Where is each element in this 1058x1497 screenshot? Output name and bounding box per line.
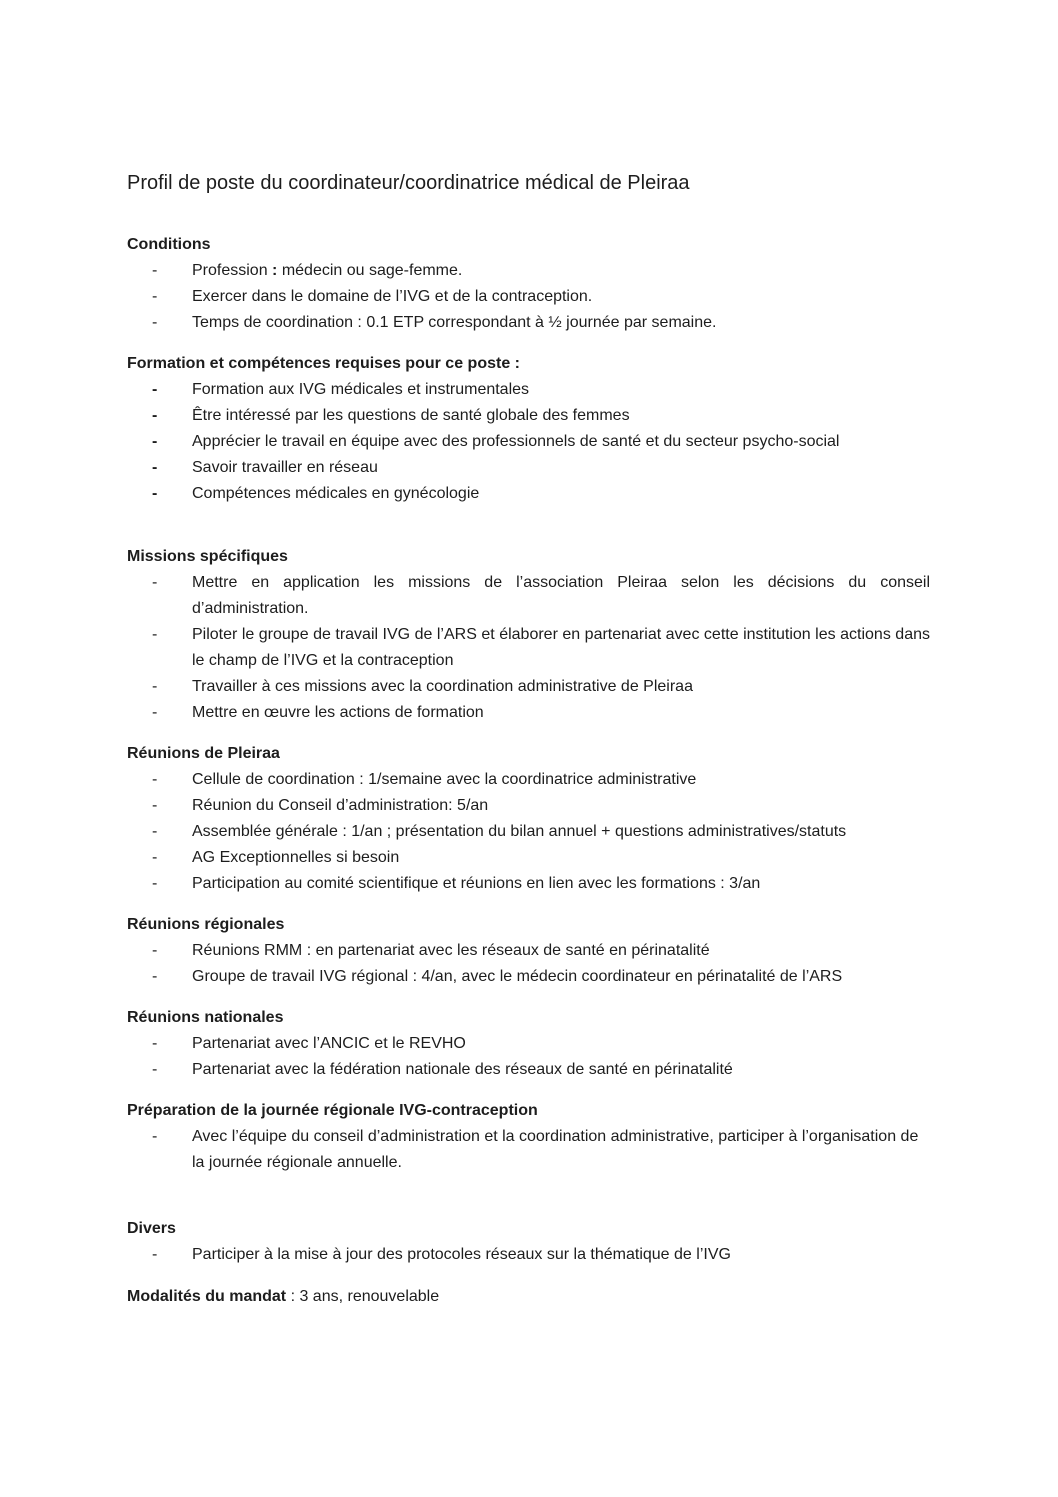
dash-bullet: - — [152, 1246, 158, 1263]
dash-bullet: - — [152, 626, 158, 643]
item-text: AG Exceptionnelles si besoin — [192, 849, 400, 866]
list-item — [127, 767, 930, 793]
item-text: Réunions RMM : en partenariat avec les réseaux de santé en périnatalité — [192, 942, 710, 959]
section-heading: Réunions de Pleiraa — [127, 745, 280, 762]
dash-bullet: - — [152, 704, 158, 721]
section-heading: Formation et compétences requises pour ce poste : — [127, 355, 520, 372]
item-text: Participation au comité scientifique et réunions en lien avec les formations : 3/an — [192, 875, 761, 892]
list-item — [127, 674, 930, 700]
item-text: Réunion du Conseil d’administration: 5/an — [192, 797, 489, 814]
section-heading: Conditions — [127, 236, 211, 253]
dash-bullet: - — [152, 771, 158, 788]
item-text: Partenariat avec la fédération nationale des réseaux de santé en périnatalité — [192, 1061, 733, 1078]
item-text-run: médecin ou sage-femme. — [277, 262, 463, 279]
mandate-line — [127, 1284, 930, 1310]
bullet-list — [127, 1242, 930, 1268]
section — [127, 741, 930, 897]
mandate-value: : 3 ans, renouvelable — [286, 1288, 440, 1305]
list-item — [127, 1031, 930, 1057]
list-item — [127, 819, 930, 845]
item-text: Savoir travailler en réseau — [192, 459, 378, 476]
item-text: Mettre en application les missions de l’association Pleiraa selon les décisions du conseil d’administration. — [192, 574, 930, 617]
list-item — [127, 570, 930, 622]
list-item — [127, 622, 930, 674]
section — [127, 1005, 930, 1083]
list-item — [127, 1124, 930, 1176]
list-item — [127, 429, 930, 455]
dash-bullet: - — [152, 1035, 158, 1052]
section-heading: Réunions régionales — [127, 916, 285, 933]
dash-bullet: - — [152, 823, 158, 840]
item-text-run: Profession — [192, 262, 273, 279]
section — [127, 912, 930, 990]
list-item — [127, 1242, 930, 1268]
list-item — [127, 793, 930, 819]
section-heading: Préparation de la journée régionale IVG-contraception — [127, 1102, 538, 1119]
list-item — [127, 310, 930, 336]
section — [127, 1216, 930, 1268]
list-item — [127, 964, 930, 990]
bullet-list — [127, 258, 930, 336]
list-item — [127, 455, 930, 481]
bullet-list — [127, 1124, 930, 1176]
section — [127, 1098, 930, 1176]
list-item — [127, 871, 930, 897]
section — [127, 232, 930, 336]
bullet-list — [127, 377, 930, 507]
page-title: Profil de poste du coordinateur/coordinatrice médical de Pleiraa — [127, 172, 690, 194]
item-text: Travailler à ces missions avec la coordination administrative de Pleiraa — [192, 678, 693, 695]
item-text: Participer à la mise à jour des protocoles réseaux sur la thématique de l’IVG — [192, 1246, 731, 1263]
item-text: Mettre en œuvre les actions de formation — [192, 704, 484, 721]
dash-bullet: - — [152, 288, 158, 305]
item-text: Piloter le groupe de travail IVG de l’ARS et élaborer en partenariat avec cette institution les actions dans le champ de l’IVG et la contraception — [192, 626, 930, 669]
dash-bullet: - — [152, 433, 158, 450]
dash-bullet: - — [152, 314, 158, 331]
mandate-label: Modalités du mandat — [127, 1288, 287, 1305]
list-item — [127, 1057, 930, 1083]
document-content — [127, 170, 930, 1310]
item-text — [192, 258, 930, 284]
item-text: Être intéressé par les questions de santé globale des femmes — [192, 407, 630, 424]
dash-bullet: - — [152, 1128, 158, 1145]
section-heading: Réunions nationales — [127, 1009, 284, 1026]
list-item — [127, 938, 930, 964]
bullet-list — [127, 767, 930, 897]
item-text-run-bold: : — [272, 262, 278, 279]
item-text: Partenariat avec l’ANCIC et le REVHO — [192, 1035, 466, 1052]
section — [127, 544, 930, 726]
section — [127, 351, 930, 507]
list-item — [127, 481, 930, 507]
dash-bullet: - — [152, 459, 158, 476]
list-item — [127, 403, 930, 429]
item-text: Assemblée générale : 1/an ; présentation du bilan annuel + questions administratives/statuts — [192, 823, 847, 840]
dash-bullet: - — [152, 407, 158, 424]
item-text: Formation aux IVG médicales et instrumentales — [192, 381, 530, 398]
item-text: Apprécier le travail en équipe avec des professionnels de santé et du secteur psycho-social — [192, 433, 840, 450]
bullet-list — [127, 938, 930, 990]
item-text: Temps de coordination : 0.1 ETP correspondant à ½ journée par semaine. — [192, 314, 717, 331]
item-text: Groupe de travail IVG régional : 4/an, avec le médecin coordinateur en périnatalité de l’ARS — [192, 968, 843, 985]
list-item — [127, 258, 930, 284]
dash-bullet: - — [152, 797, 158, 814]
item-text: Exercer dans le domaine de l’IVG et de la contraception. — [192, 288, 593, 305]
list-item — [127, 284, 930, 310]
dash-bullet: - — [152, 968, 158, 985]
sections-container — [127, 232, 930, 1268]
dash-bullet: - — [152, 1061, 158, 1078]
dash-bullet: - — [152, 262, 158, 279]
dash-bullet: - — [152, 678, 158, 695]
dash-bullet: - — [152, 574, 158, 591]
list-item — [127, 700, 930, 726]
dash-bullet: - — [152, 849, 158, 866]
dash-bullet: - — [152, 485, 158, 502]
bullet-list — [127, 1031, 930, 1083]
list-item — [127, 377, 930, 403]
list-item — [127, 845, 930, 871]
bullet-list — [127, 570, 930, 726]
item-text: Compétences médicales en gynécologie — [192, 485, 480, 502]
item-text: Avec l’équipe du conseil d’administration et la coordination administrative, participer à l’organisation de la journée régionale annuelle. — [192, 1128, 919, 1171]
dash-bullet: - — [152, 875, 158, 892]
section-heading: Missions spécifiques — [127, 548, 288, 565]
dash-bullet: - — [152, 942, 158, 959]
section-heading: Divers — [127, 1220, 176, 1237]
item-text: Cellule de coordination : 1/semaine avec la coordinatrice administrative — [192, 771, 697, 788]
dash-bullet: - — [152, 381, 158, 398]
